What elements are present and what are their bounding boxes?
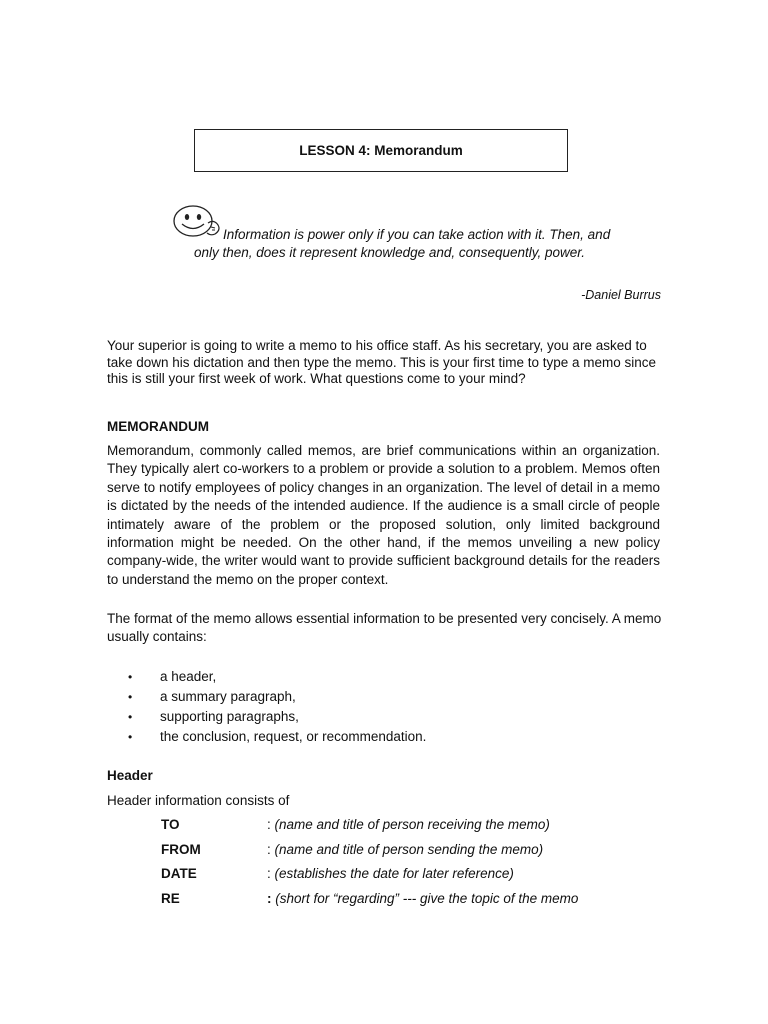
- header-intro: Header information consists of: [107, 793, 290, 808]
- quote: [194, 226, 674, 262]
- bullet-icon: •: [128, 730, 133, 744]
- header-field-re: [161, 890, 578, 908]
- list-item: [107, 687, 426, 707]
- list-item-text: supporting paragraphs,: [160, 709, 299, 724]
- header-heading: Header: [107, 768, 153, 783]
- lesson-title-box: [194, 129, 568, 172]
- field-value: (short for “regarding” --- give the topic of the memo: [275, 891, 579, 906]
- list-item: [107, 727, 426, 747]
- bullet-icon: •: [128, 690, 133, 704]
- field-label: TO: [161, 817, 180, 832]
- quote-line-1: Information is power only if you can take action with it. Then, and: [223, 227, 611, 242]
- field-colon: :: [267, 891, 276, 906]
- quote-author: -Daniel Burrus: [581, 288, 661, 302]
- list-item: [107, 667, 426, 687]
- memorandum-body-text: Memorandum, commonly called memos, are brief communications within an organization. They typically alert co-workers to a problem or provide a solution to a problem. Memos often serve to notify employees of policy changes in an organization. The level of detail in a memo is dictated by the needs of the intended audience. If the audience is a small circle of people intimately aware of the problem or the proposed solution, only limited background information might be needed. On the other hand, if the memos unveiling a new policy company-wide, the writer would want to provide sufficient background details for the readers to understand the memo on the proper context.: [107, 443, 660, 587]
- quote-line-2: only then, does it represent knowledge and, consequently, power.: [194, 245, 585, 260]
- memorandum-paragraph: [107, 442, 660, 589]
- field-value: (establishes the date for later reference): [274, 866, 514, 881]
- field-value: (name and title of person receiving the memo): [274, 817, 550, 832]
- bullet-icon: •: [128, 670, 133, 684]
- field-value: (name and title of person sending the memo): [274, 842, 544, 857]
- field-label: RE: [161, 891, 180, 906]
- format-text: The format of the memo allows essential information to be presented very concisely. A memo usually contains:: [107, 611, 662, 645]
- memo-contents-list: [107, 667, 426, 747]
- field-colon: :: [267, 817, 275, 832]
- field-colon: :: [267, 866, 275, 881]
- field-label: DATE: [161, 866, 197, 881]
- list-item-text: a header,: [160, 669, 217, 684]
- header-field-to: [161, 816, 550, 834]
- list-item: [107, 707, 426, 727]
- header-field-date: [161, 865, 514, 883]
- lesson-title: LESSON 4: Memorandum: [299, 143, 463, 158]
- format-paragraph: [107, 610, 667, 647]
- header-field-from: [161, 841, 543, 859]
- list-item-text: the conclusion, request, or recommendation.: [160, 729, 427, 744]
- field-label: FROM: [161, 842, 201, 857]
- list-item-text: a summary paragraph,: [160, 689, 296, 704]
- intro-paragraph: Your superior is going to write a memo to his office staff. As his secretary, you are asked to take down his dictation and then type the memo. This is your first time to type a memo since this is still your first week of work. What questions come to your mind?: [107, 338, 657, 386]
- field-colon: :: [267, 842, 275, 857]
- memorandum-heading: MEMORANDUM: [107, 419, 209, 434]
- bullet-icon: •: [128, 710, 133, 724]
